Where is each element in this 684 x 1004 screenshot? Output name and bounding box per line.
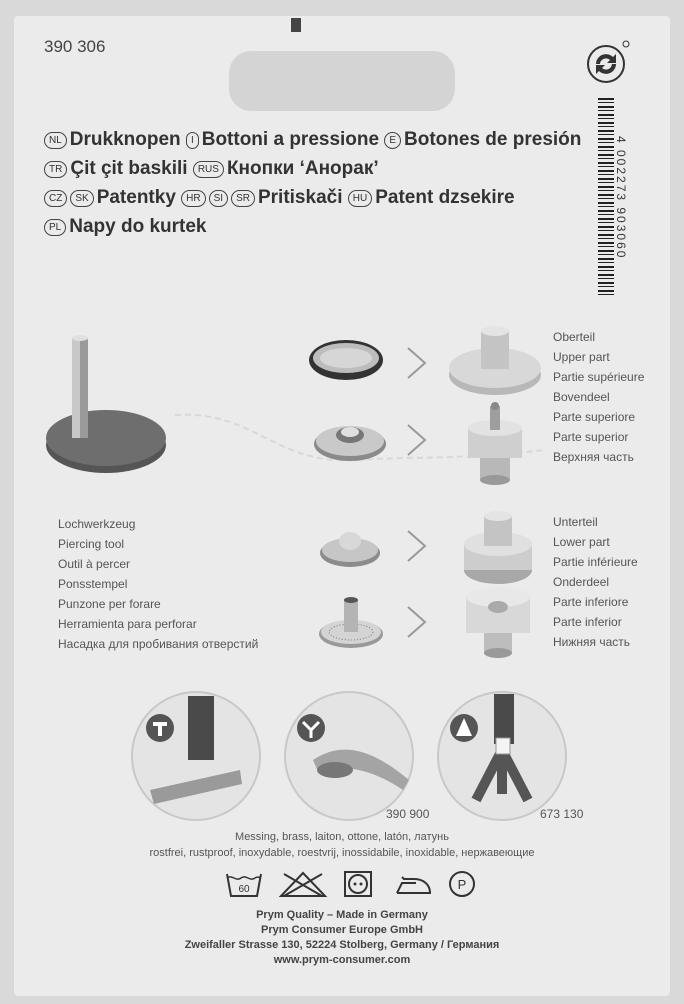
tool-labels: [58, 514, 258, 654]
upper-label-de: Oberteil: [553, 330, 596, 344]
lower-label-it: Parte inferiore: [553, 595, 629, 609]
materials-line-1: Messing, brass, laiton, ottone, latón, латунь: [235, 831, 449, 843]
no-bleach-icon: [278, 870, 328, 898]
arrow-icon: [405, 345, 429, 381]
lower-part-punch-image: [460, 585, 536, 665]
upper-label-it: Parte superiore: [553, 410, 636, 424]
dry-clean-p-icon: [448, 870, 476, 898]
upper-label-en: Upper part: [553, 350, 610, 364]
wash-temp-label: 60: [238, 884, 250, 895]
ring-part-image: [306, 337, 386, 383]
upper-label-nl: Bovendeel: [553, 390, 610, 404]
socket-part-image: [316, 592, 386, 652]
lang-badge-nl: NL: [44, 132, 67, 149]
footer-company: Prym Consumer Europe GmbH: [261, 924, 423, 936]
barcode: [598, 98, 628, 298]
recycle-icon: [586, 40, 630, 84]
lang-badge-i: I: [186, 132, 199, 149]
footer-address: Zweifaller Strasse 130, 52224 Stolberg, Germany / Германия: [184, 939, 500, 951]
tool-label-nl: Ponsstempel: [58, 577, 128, 591]
dry-clean-letter: P: [457, 877, 467, 892]
stud-part-image: [315, 525, 385, 571]
lower-label-es: Parte inferior: [553, 615, 622, 629]
lang-badge-sr: SR: [231, 190, 255, 207]
lang-badge-pl: PL: [44, 219, 66, 236]
name-nl: Drukknopen: [69, 129, 181, 150]
tool-label-ru: Насадка для пробивания отверстий: [58, 637, 259, 651]
tool-label-en: Piercing tool: [58, 537, 125, 551]
arrow-icon: [405, 528, 429, 564]
lower-part-labels: [553, 512, 638, 652]
lower-label-fr: Partie inférieure: [553, 555, 638, 569]
name-hr-si-sr: Pritiskači: [257, 187, 343, 208]
arrow-icon: [405, 604, 429, 640]
tool-label-de: Lochwerkzeug: [58, 517, 136, 531]
name-rus: Кнопки ‘Анорак’: [226, 158, 379, 179]
lower-label-en: Lower part: [553, 535, 610, 549]
name-i: Bottoni a pressione: [201, 129, 380, 150]
article-number: 390 306: [44, 37, 106, 56]
lang-badge-tr: TR: [44, 161, 67, 178]
lower-label-ru: Нижняя часть: [553, 635, 631, 649]
lang-badge-hr: HR: [181, 190, 205, 207]
upper-part-punch-image: [460, 400, 530, 490]
tripod-method-image: [436, 690, 568, 822]
lang-badge-hu: HU: [348, 190, 372, 207]
lang-badge-cz: CZ: [44, 190, 67, 207]
hanging-hole: [229, 51, 455, 111]
tool-label-it: Punzone per forare: [58, 597, 161, 611]
cap-part-image: [310, 418, 390, 464]
hammer-method-image: [130, 690, 262, 822]
piercing-tool-image: [40, 330, 180, 490]
footer-quality: Prym Quality – Made in Germany: [256, 909, 428, 921]
footer-website: www.prym-consumer.com: [273, 954, 411, 966]
lower-label-nl: Onderdeel: [553, 575, 610, 589]
name-hu: Patent dzsekire: [375, 187, 515, 208]
barcode-digits: 4 002273 903060: [614, 136, 628, 260]
arrow-icon: [405, 422, 429, 458]
tool-number-pliers: 390 900: [386, 807, 430, 821]
iron-icon: [394, 873, 434, 897]
lang-badge-e: E: [384, 132, 401, 149]
name-e: Botones de presión: [404, 129, 582, 150]
lang-badge-sk: SK: [70, 190, 93, 207]
upper-label-fr: Partie supérieure: [553, 370, 645, 384]
upper-part-die-image: [445, 323, 545, 398]
name-pl: Napy do kurtek: [69, 216, 207, 237]
tumble-dry-icon: [343, 870, 373, 898]
tool-label-es: Herramienta para perforar: [58, 617, 197, 631]
upper-label-es: Parte superior: [553, 430, 629, 444]
product-names: [44, 125, 584, 241]
barcode-bars: [598, 98, 614, 298]
lower-part-die-image: [460, 508, 536, 588]
name-tr: Çit çit baskili: [70, 158, 188, 179]
pliers-method-image: [283, 690, 415, 822]
upper-label-ru: Верхняя часть: [553, 450, 634, 464]
tool-label-fr: Outil à percer: [58, 557, 131, 571]
wash-60-icon: [225, 870, 263, 898]
upper-part-labels: [553, 327, 644, 467]
lower-label-de: Unterteil: [553, 515, 598, 529]
lang-badge-si: SI: [209, 190, 228, 207]
materials-line-2: rostfrei, rustproof, inoxydable, roestvrij, inossidabile, inoxidable, нержавеющие: [149, 847, 535, 859]
lang-badge-rus: RUS: [193, 161, 224, 178]
tool-number-tripod: 673 130: [540, 807, 584, 821]
top-notch: [291, 18, 301, 32]
name-cz-sk: Patentky: [96, 187, 176, 208]
